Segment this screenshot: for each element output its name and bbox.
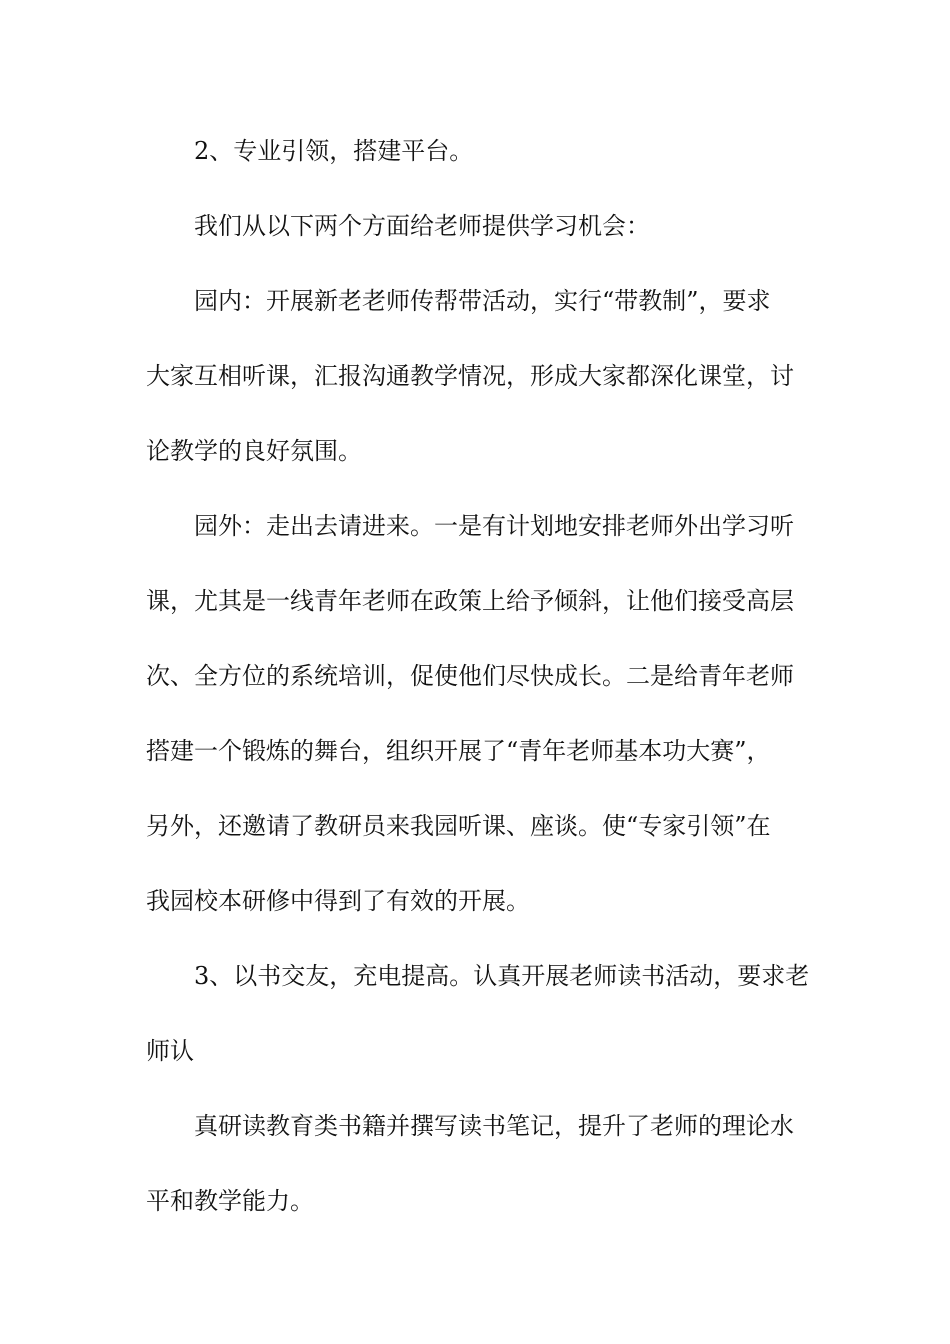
paragraph-line: 大家互相听课，汇报沟通教学情况，形成大家都深化课堂，讨 [146,362,794,390]
paragraph-line: 我们从以下两个方面给老师提供学习机会： [194,212,650,240]
paragraph-line: 另外，还邀请了教研员来我园听课、座谈。使“专家引领”在 [146,812,771,840]
paragraph-line: 课，尤其是一线青年老师在政策上给予倾斜，让他们接受高层 [146,587,794,615]
paragraph-line: 平和教学能力。 [146,1187,314,1215]
section-heading-2: 2、专业引领，搭建平台。 [194,137,474,165]
paragraph-line: 园内：开展新老老师传帮带活动，实行“带教制”，要求 [194,287,771,315]
paragraph-line: 论教学的良好氛围。 [146,437,362,465]
paragraph-line: 师认 [146,1037,194,1065]
paragraph-line: 次、全方位的系统培训，促使他们尽快成长。二是给青年老师 [146,662,794,690]
paragraph-line: 真研读教育类书籍并撰写读书笔记，提升了老师的理论水 [194,1112,794,1140]
paragraph-line: 我园校本研修中得到了有效的开展。 [146,887,530,915]
paragraph-line: 搭建一个锻炼的舞台，组织开展了“青年老师基本功大赛”， [146,737,771,765]
section-heading-3: 3、以书交友，充电提高。认真开展老师读书活动，要求老 [194,962,810,990]
paragraph-line: 园外：走出去请进来。一是有计划地安排老师外出学习听 [194,512,794,540]
